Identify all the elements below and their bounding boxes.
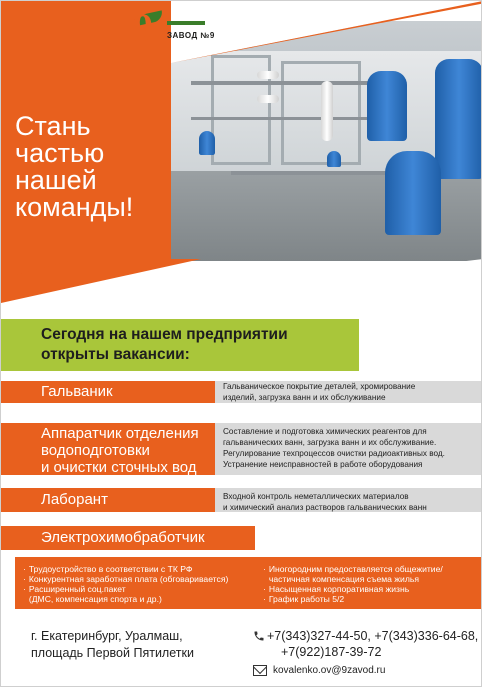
vacancy-desc-line: Составление и подготовка химических реагентов для xyxy=(223,427,427,436)
phone-number-line[interactable]: +7(922)187-39-72 xyxy=(281,645,382,659)
vacancy-title-line: Гальваник xyxy=(41,383,113,400)
company-logo xyxy=(133,7,223,53)
benefit-text: Иногородним предоставляется общежитие/ xyxy=(268,564,443,574)
benefit-text: (ДМС, компенсация спорта и др.) xyxy=(28,594,162,604)
vacancy-desc-line: Гальваническое покрытие деталей, хромирование xyxy=(223,382,416,391)
benefits-column-right xyxy=(263,564,482,604)
benefits-box xyxy=(15,557,482,609)
vacancy-desc-water-treatment xyxy=(215,423,482,475)
vacancy-desc-line: изделий, загрузка ванн и их обслуживание xyxy=(223,393,386,402)
hero-title-line: частью xyxy=(15,138,105,168)
factory-photo xyxy=(171,21,482,261)
benefit-item xyxy=(23,584,263,594)
banner-line: открыты вакансии: xyxy=(41,346,190,363)
vacancies-banner xyxy=(1,319,359,371)
vacancy-title-line: и очистки сточных вод xyxy=(41,459,197,476)
bullet-icon: · xyxy=(23,574,26,584)
vacancy-desc-line: Регулирование техпроцессов очистки радиоактивных вод. xyxy=(223,449,445,458)
logo-name: ЗАВОД №9 xyxy=(167,31,215,40)
benefit-text: частичная компенсация съема жилья xyxy=(268,574,419,584)
benefit-text: Трудоустройство в соответствии с ТК РФ xyxy=(28,564,193,574)
address-line: площадь Первой Пятилетки xyxy=(31,646,194,660)
company-address xyxy=(31,628,194,662)
vacancy-title-water-treatment xyxy=(1,423,215,475)
banner-line: Сегодня на нашем предприятии xyxy=(41,326,288,343)
vacancy-title-line: водоподготовки xyxy=(41,442,150,459)
vacancy-desc-lab-assistant xyxy=(215,488,482,512)
benefit-item xyxy=(263,574,482,584)
bullet-icon: · xyxy=(23,564,26,574)
hero-title-line: команды! xyxy=(15,192,134,222)
vacancy-title-electrochem xyxy=(1,526,255,550)
phone-number-line[interactable]: +7(343)327-44-50, +7(343)336-64-68, xyxy=(267,629,479,643)
hero-title xyxy=(15,113,133,221)
benefit-text: Насыщенная корпоративная жизнь xyxy=(268,584,410,594)
hero-title-line: Стань xyxy=(15,111,91,141)
benefit-item xyxy=(263,564,482,574)
vacancy-title-line: Лаборант xyxy=(41,491,108,508)
vacancy-desc-line: Входной контроль неметаллических материалов xyxy=(223,492,409,501)
address-line: г. Екатеринбург, Уралмаш, xyxy=(31,629,183,643)
vacancy-desc-galvanic xyxy=(215,381,482,403)
vacancy-title-galvanic xyxy=(1,381,215,403)
logo-digit: 9 xyxy=(133,5,153,50)
benefit-text: Расширенный соц.пакет xyxy=(28,584,126,594)
email-link[interactable]: kovalenko.ov@9zavod.ru xyxy=(273,665,386,676)
benefit-item xyxy=(263,594,482,604)
bullet-icon: · xyxy=(263,584,266,594)
vacancy-title-line: Аппаратчик отделения xyxy=(41,425,199,442)
hero-title-line: нашей xyxy=(15,165,97,195)
vacancy-title-lab-assistant xyxy=(1,488,215,512)
vacancy-title-line: Электрохимобработчик xyxy=(41,529,205,546)
phone-icon xyxy=(253,630,265,642)
benefits-column-left xyxy=(23,564,263,604)
benefit-item xyxy=(23,564,263,574)
bullet-icon: · xyxy=(263,564,266,574)
bullet-icon: · xyxy=(23,584,26,594)
envelope-icon xyxy=(253,665,267,676)
benefit-item xyxy=(263,584,482,594)
bullet-icon: · xyxy=(263,594,266,604)
benefit-item xyxy=(23,594,263,604)
logo-bar xyxy=(167,21,205,25)
benefit-text: Конкурентная заработная плата (обговаривается) xyxy=(28,574,229,584)
vacancy-desc-line: гальванических ванн, загрузка ванн и их обслуживание. xyxy=(223,438,437,447)
vacancy-desc-line: Устранение неисправностей в работе оборудования xyxy=(223,460,423,469)
benefit-item xyxy=(23,574,263,584)
vacancy-desc-line: и химический анализ растворов гальванических ванн xyxy=(223,503,427,512)
benefit-text: График работы 5/2 xyxy=(268,594,345,604)
